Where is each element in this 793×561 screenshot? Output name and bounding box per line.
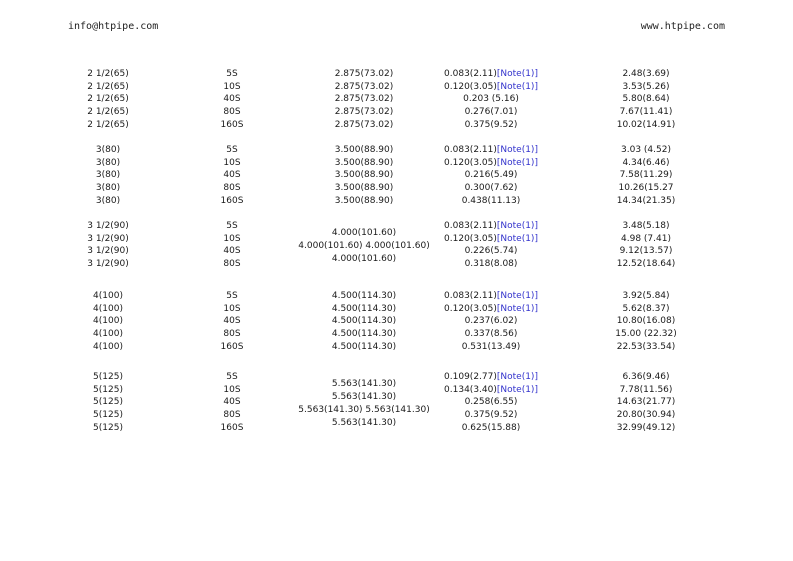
- nominal-size-cell: [96, 195, 120, 207]
- weight-cell: [617, 195, 676, 207]
- weight-cell: [620, 106, 673, 118]
- wall-thickness-cell: [444, 68, 538, 80]
- nominal-size-cell-value: 3(80): [95, 157, 121, 168]
- wall-thickness-cell-value: 0.337(8.56): [464, 329, 518, 340]
- schedule-cell-value: 10S: [223, 81, 241, 92]
- outside-diameter-cell: [332, 227, 396, 239]
- note-link[interactable]: [Note(1)]: [496, 221, 538, 231]
- wall-thickness-cell-value: 0.083(2.11): [444, 69, 497, 79]
- schedule-cell: [223, 409, 240, 421]
- outside-diameter-cell: [335, 144, 394, 156]
- wall-thickness-cell: [465, 182, 518, 194]
- nominal-size-cell-value: 4(100): [93, 291, 123, 301]
- nominal-size-cell-value: 3(80): [95, 145, 121, 155]
- nominal-size-cell-value: 4(100): [93, 303, 123, 314]
- note-link[interactable]: [Note(1)]: [496, 233, 538, 244]
- nominal-size-cell: [87, 220, 129, 232]
- outside-diameter-cell: [335, 68, 394, 80]
- outside-diameter-cell-value: 3.500(88.90): [334, 145, 394, 155]
- weight-cell: [622, 371, 669, 383]
- weight-cell: [622, 68, 669, 80]
- schedule-cell: [226, 220, 237, 232]
- nominal-size-cell: [87, 68, 129, 80]
- wall-thickness-cell-value: 0.203 (5.16): [463, 94, 519, 105]
- outside-diameter-cell-value: 3.500(88.90): [334, 195, 394, 206]
- nominal-size-cell-value: 3(80): [95, 170, 121, 181]
- nominal-size-cell: [93, 396, 123, 408]
- schedule-cell-value: 160S: [220, 341, 244, 352]
- note-link[interactable]: [Note(1)]: [496, 372, 538, 382]
- weight-cell-value: 32.99(49.12): [616, 422, 676, 433]
- outside-diameter-cell: [298, 240, 429, 252]
- schedule-cell-value: 10S: [223, 303, 241, 314]
- wall-thickness-cell: [444, 81, 538, 93]
- nominal-size-cell: [96, 157, 120, 169]
- weight-cell: [618, 182, 673, 194]
- wall-thickness-cell-value: 0.216(5.49): [464, 170, 518, 181]
- outside-diameter-cell-value: 5.563(141.30): [331, 392, 397, 402]
- schedule-cell: [221, 195, 244, 207]
- nominal-size-cell: [93, 290, 123, 302]
- schedule-cell-value: 10S: [223, 233, 241, 244]
- outside-diameter-cell-value: 5.563(141.30): [331, 379, 397, 389]
- outside-diameter-cell-value: 4.500(114.30): [331, 341, 397, 352]
- weight-cell: [617, 422, 676, 434]
- schedule-cell: [226, 371, 237, 383]
- nominal-size-cell: [93, 303, 123, 315]
- outside-diameter-cell-value: 2.875(73.02): [334, 107, 394, 118]
- header-website[interactable]: www.htpipe.com: [640, 21, 725, 32]
- nominal-size-cell: [87, 245, 129, 257]
- schedule-cell: [223, 93, 240, 105]
- wall-thickness-cell: [444, 290, 538, 302]
- nominal-size-cell-value: 2 1/2(65): [87, 81, 129, 92]
- schedule-cell: [226, 290, 237, 302]
- schedule-cell-value: 40S: [223, 170, 241, 181]
- weight-cell: [622, 93, 669, 105]
- schedule-cell-value: 5S: [226, 145, 238, 155]
- schedule-cell: [223, 315, 240, 327]
- header-email[interactable]: info@htpipe.com: [68, 21, 159, 32]
- schedule-cell: [223, 328, 240, 340]
- weight-cell: [617, 341, 676, 353]
- weight-cell-value: 14.34(21.35): [616, 195, 676, 206]
- wall-thickness-cell-value: 0.258(6.55): [464, 397, 518, 408]
- wall-thickness-cell-value: 0.083(2.11): [444, 221, 497, 231]
- schedule-cell-value: 80S: [223, 107, 241, 118]
- outside-diameter-cell-value: 4.000(101.60) 4.000(101.60): [298, 241, 430, 251]
- nominal-size-cell: [87, 258, 129, 270]
- weight-cell: [621, 144, 671, 156]
- nominal-size-cell-value: 5(125): [93, 384, 123, 395]
- nominal-size-cell-value: 4(100): [93, 341, 123, 352]
- wall-thickness-cell: [444, 233, 538, 245]
- wall-thickness-cell-value: 0.083(2.11): [444, 291, 497, 301]
- weight-cell-value: 15.00 (22.32): [615, 329, 677, 340]
- wall-thickness-cell-value: 0.375(9.52): [464, 410, 518, 421]
- nominal-size-cell-value: 3 1/2(90): [87, 221, 129, 231]
- weight-cell-value: 14.63(21.77): [616, 397, 676, 408]
- note-link[interactable]: [Note(1)]: [496, 81, 538, 92]
- note-link[interactable]: [Note(1)]: [496, 303, 538, 314]
- outside-diameter-cell-value: 4.000(101.60): [331, 254, 397, 264]
- weight-cell-value: 20.80(30.94): [616, 410, 676, 421]
- note-link[interactable]: [Note(1)]: [496, 145, 538, 155]
- weight-cell: [617, 315, 676, 327]
- schedule-cell-value: 10S: [223, 157, 241, 168]
- wall-thickness-cell: [462, 195, 521, 207]
- outside-diameter-cell-value: 5.563(141.30) 5.563(141.30): [298, 405, 430, 415]
- weight-cell-value: 2.48(3.69): [622, 69, 670, 79]
- weight-cell-value: 12.52(18.64): [616, 259, 676, 270]
- note-link[interactable]: [Note(1)]: [496, 69, 538, 79]
- weight-cell-value: 3.53(5.26): [622, 81, 670, 92]
- wall-thickness-cell: [444, 371, 538, 383]
- schedule-cell: [221, 119, 244, 131]
- outside-diameter-cell: [332, 328, 396, 340]
- wall-thickness-cell-value: 0.276(7.01): [464, 107, 518, 118]
- nominal-size-cell: [96, 144, 120, 156]
- outside-diameter-cell-value: 2.875(73.02): [334, 119, 394, 130]
- wall-thickness-cell: [465, 315, 518, 327]
- weight-cell-value: 4.98 (7.41): [621, 233, 671, 244]
- schedule-cell: [223, 81, 240, 93]
- outside-diameter-cell-value: 3.500(88.90): [334, 170, 394, 181]
- nominal-size-cell-value: 5(125): [93, 397, 123, 408]
- wall-thickness-cell-value: 0.120(3.05): [444, 157, 497, 168]
- weight-cell-value: 5.80(8.64): [622, 94, 670, 105]
- wall-thickness-cell: [465, 106, 518, 118]
- nominal-size-cell: [93, 315, 123, 327]
- schedule-cell: [223, 182, 240, 194]
- schedule-cell-value: 40S: [223, 246, 241, 257]
- nominal-size-cell-value: 2 1/2(65): [87, 94, 129, 105]
- note-link[interactable]: [Note(1)]: [496, 157, 538, 168]
- wall-thickness-cell: [465, 328, 518, 340]
- outside-diameter-cell-value: 5.563(141.30): [331, 418, 397, 428]
- wall-thickness-cell-value: 0.531(13.49): [461, 341, 521, 352]
- wall-thickness-cell: [463, 93, 519, 105]
- nominal-size-cell-value: 3(80): [95, 195, 121, 206]
- schedule-cell: [226, 144, 237, 156]
- wall-thickness-cell-value: 0.120(3.05): [444, 233, 497, 244]
- outside-diameter-cell-value: 2.875(73.02): [334, 94, 394, 105]
- schedule-cell: [223, 169, 240, 181]
- weight-cell: [620, 245, 673, 257]
- schedule-cell-value: 40S: [223, 316, 241, 327]
- nominal-size-cell: [87, 119, 129, 131]
- weight-cell: [615, 328, 676, 340]
- weight-cell-value: 10.80(16.08): [616, 316, 676, 327]
- nominal-size-cell: [93, 422, 123, 434]
- nominal-size-cell-value: 2 1/2(65): [87, 107, 129, 118]
- nominal-size-cell: [87, 81, 129, 93]
- wall-thickness-cell-value: 0.120(3.05): [444, 81, 497, 92]
- wall-thickness-cell-value: 0.237(6.02): [464, 316, 518, 327]
- outside-diameter-cell: [335, 182, 394, 194]
- schedule-cell-value: 10S: [223, 384, 241, 395]
- schedule-cell: [223, 303, 240, 315]
- nominal-size-cell: [87, 106, 129, 118]
- outside-diameter-cell: [335, 93, 394, 105]
- weight-cell-value: 3.03 (4.52): [621, 145, 671, 155]
- wall-thickness-cell: [444, 144, 538, 156]
- schedule-cell-value: 80S: [223, 183, 241, 194]
- outside-diameter-cell: [335, 106, 394, 118]
- nominal-size-cell: [93, 409, 123, 421]
- schedule-cell-value: 160S: [220, 422, 244, 433]
- schedule-cell: [223, 245, 240, 257]
- wall-thickness-cell: [465, 258, 518, 270]
- outside-diameter-cell-value: 2.875(73.02): [334, 69, 394, 79]
- schedule-cell-value: 160S: [220, 119, 244, 130]
- weight-cell-value: 7.58(11.29): [619, 170, 673, 181]
- nominal-size-cell: [93, 371, 123, 383]
- schedule-cell-value: 40S: [223, 397, 241, 408]
- note-link[interactable]: [Note(1)]: [496, 291, 538, 301]
- weight-cell-value: 10.26(15.27: [618, 183, 674, 194]
- outside-diameter-cell-value: 4.500(114.30): [331, 303, 397, 314]
- wall-thickness-cell: [444, 157, 538, 169]
- outside-diameter-cell-value: 4.500(114.30): [331, 329, 397, 340]
- outside-diameter-cell-value: 4.000(101.60): [331, 228, 397, 238]
- weight-cell: [622, 290, 669, 302]
- wall-thickness-cell: [444, 384, 538, 396]
- outside-diameter-cell: [332, 253, 396, 265]
- weight-cell-value: 3.48(5.18): [622, 221, 670, 231]
- weight-cell-value: 10.02(14.91): [616, 119, 676, 130]
- weight-cell: [617, 258, 676, 270]
- nominal-size-cell-value: 5(125): [93, 410, 123, 421]
- schedule-cell: [223, 258, 240, 270]
- nominal-size-cell-value: 4(100): [93, 329, 123, 340]
- schedule-cell: [221, 422, 244, 434]
- weight-cell: [622, 81, 669, 93]
- nominal-size-cell: [96, 182, 120, 194]
- schedule-cell: [223, 233, 240, 245]
- weight-cell: [622, 220, 669, 232]
- wall-thickness-cell: [462, 341, 521, 353]
- schedule-cell-value: 5S: [226, 291, 238, 301]
- schedule-cell-value: 5S: [226, 69, 238, 79]
- outside-diameter-cell: [332, 417, 396, 429]
- outside-diameter-cell: [335, 157, 394, 169]
- weight-cell: [621, 233, 671, 245]
- nominal-size-cell: [96, 169, 120, 181]
- wall-thickness-cell: [444, 303, 538, 315]
- nominal-size-cell-value: 4(100): [93, 316, 123, 327]
- note-link[interactable]: [Note(1)]: [496, 384, 538, 395]
- outside-diameter-cell: [298, 404, 429, 416]
- wall-thickness-cell-value: 0.438(11.13): [461, 195, 521, 206]
- wall-thickness-cell-value: 0.083(2.11): [444, 145, 497, 155]
- schedule-cell: [223, 396, 240, 408]
- nominal-size-cell-value: 2 1/2(65): [87, 69, 129, 79]
- schedule-cell-value: 80S: [223, 410, 241, 421]
- schedule-cell: [223, 157, 240, 169]
- schedule-cell: [223, 106, 240, 118]
- wall-thickness-cell: [465, 119, 518, 131]
- outside-diameter-cell: [332, 315, 396, 327]
- schedule-cell-value: 5S: [226, 372, 238, 382]
- weight-cell: [620, 384, 673, 396]
- wall-thickness-cell: [465, 245, 518, 257]
- wall-thickness-cell: [465, 409, 518, 421]
- nominal-size-cell: [87, 93, 129, 105]
- outside-diameter-cell: [332, 290, 396, 302]
- wall-thickness-cell: [462, 422, 521, 434]
- weight-cell: [622, 303, 669, 315]
- weight-cell-value: 3.92(5.84): [622, 291, 670, 301]
- schedule-cell: [221, 341, 244, 353]
- outside-diameter-cell-value: 3.500(88.90): [334, 183, 394, 194]
- outside-diameter-cell: [332, 378, 396, 390]
- schedule-cell: [226, 68, 237, 80]
- nominal-size-cell: [93, 328, 123, 340]
- nominal-size-cell: [93, 341, 123, 353]
- schedule-cell: [223, 384, 240, 396]
- wall-thickness-cell-value: 0.300(7.62): [464, 183, 518, 194]
- wall-thickness-cell-value: 0.226(5.74): [464, 246, 518, 257]
- wall-thickness-cell-value: 0.109(2.77): [444, 372, 497, 382]
- nominal-size-cell-value: 2 1/2(65): [87, 119, 129, 130]
- schedule-cell-value: 80S: [223, 329, 241, 340]
- wall-thickness-cell-value: 0.134(3.40): [444, 384, 497, 395]
- outside-diameter-cell: [335, 169, 394, 181]
- weight-cell: [617, 119, 676, 131]
- nominal-size-cell-value: 3 1/2(90): [87, 246, 129, 257]
- outside-diameter-cell: [335, 195, 394, 207]
- schedule-cell-value: 160S: [220, 195, 244, 206]
- schedule-cell-value: 5S: [226, 221, 238, 231]
- outside-diameter-cell-value: 3.500(88.90): [334, 157, 394, 168]
- wall-thickness-cell-value: 0.625(15.88): [461, 422, 521, 433]
- wall-thickness-cell-value: 0.318(8.08): [464, 259, 518, 270]
- weight-cell: [617, 396, 676, 408]
- outside-diameter-cell-value: 4.500(114.30): [331, 316, 397, 327]
- weight-cell-value: 7.78(11.56): [619, 384, 673, 395]
- nominal-size-cell-value: 3(80): [95, 183, 121, 194]
- outside-diameter-cell-value: 4.500(114.30): [331, 291, 397, 301]
- nominal-size-cell-value: 5(125): [93, 372, 123, 382]
- weight-cell-value: 6.36(9.46): [622, 372, 670, 382]
- wall-thickness-cell-value: 0.120(3.05): [444, 303, 497, 314]
- weight-cell-value: 5.62(8.37): [622, 303, 670, 314]
- weight-cell-value: 7.67(11.41): [619, 107, 673, 118]
- schedule-cell-value: 40S: [223, 94, 241, 105]
- wall-thickness-cell: [465, 169, 518, 181]
- nominal-size-cell: [87, 233, 129, 245]
- outside-diameter-cell: [335, 81, 394, 93]
- outside-diameter-cell-value: 2.875(73.02): [334, 81, 394, 92]
- outside-diameter-cell: [332, 341, 396, 353]
- nominal-size-cell-value: 3 1/2(90): [87, 259, 129, 270]
- wall-thickness-cell: [465, 396, 518, 408]
- weight-cell: [620, 169, 673, 181]
- nominal-size-cell: [93, 384, 123, 396]
- nominal-size-cell-value: 5(125): [93, 422, 123, 433]
- schedule-cell-value: 80S: [223, 259, 241, 270]
- weight-cell-value: 4.34(6.46): [622, 157, 670, 168]
- weight-cell: [622, 157, 669, 169]
- weight-cell-value: 22.53(33.54): [616, 341, 676, 352]
- nominal-size-cell-value: 3 1/2(90): [87, 233, 129, 244]
- outside-diameter-cell: [335, 119, 394, 131]
- weight-cell: [617, 409, 676, 421]
- wall-thickness-cell: [444, 220, 538, 232]
- outside-diameter-cell: [332, 303, 396, 315]
- weight-cell-value: 9.12(13.57): [619, 246, 673, 257]
- wall-thickness-cell-value: 0.375(9.52): [464, 119, 518, 130]
- outside-diameter-cell: [332, 391, 396, 403]
